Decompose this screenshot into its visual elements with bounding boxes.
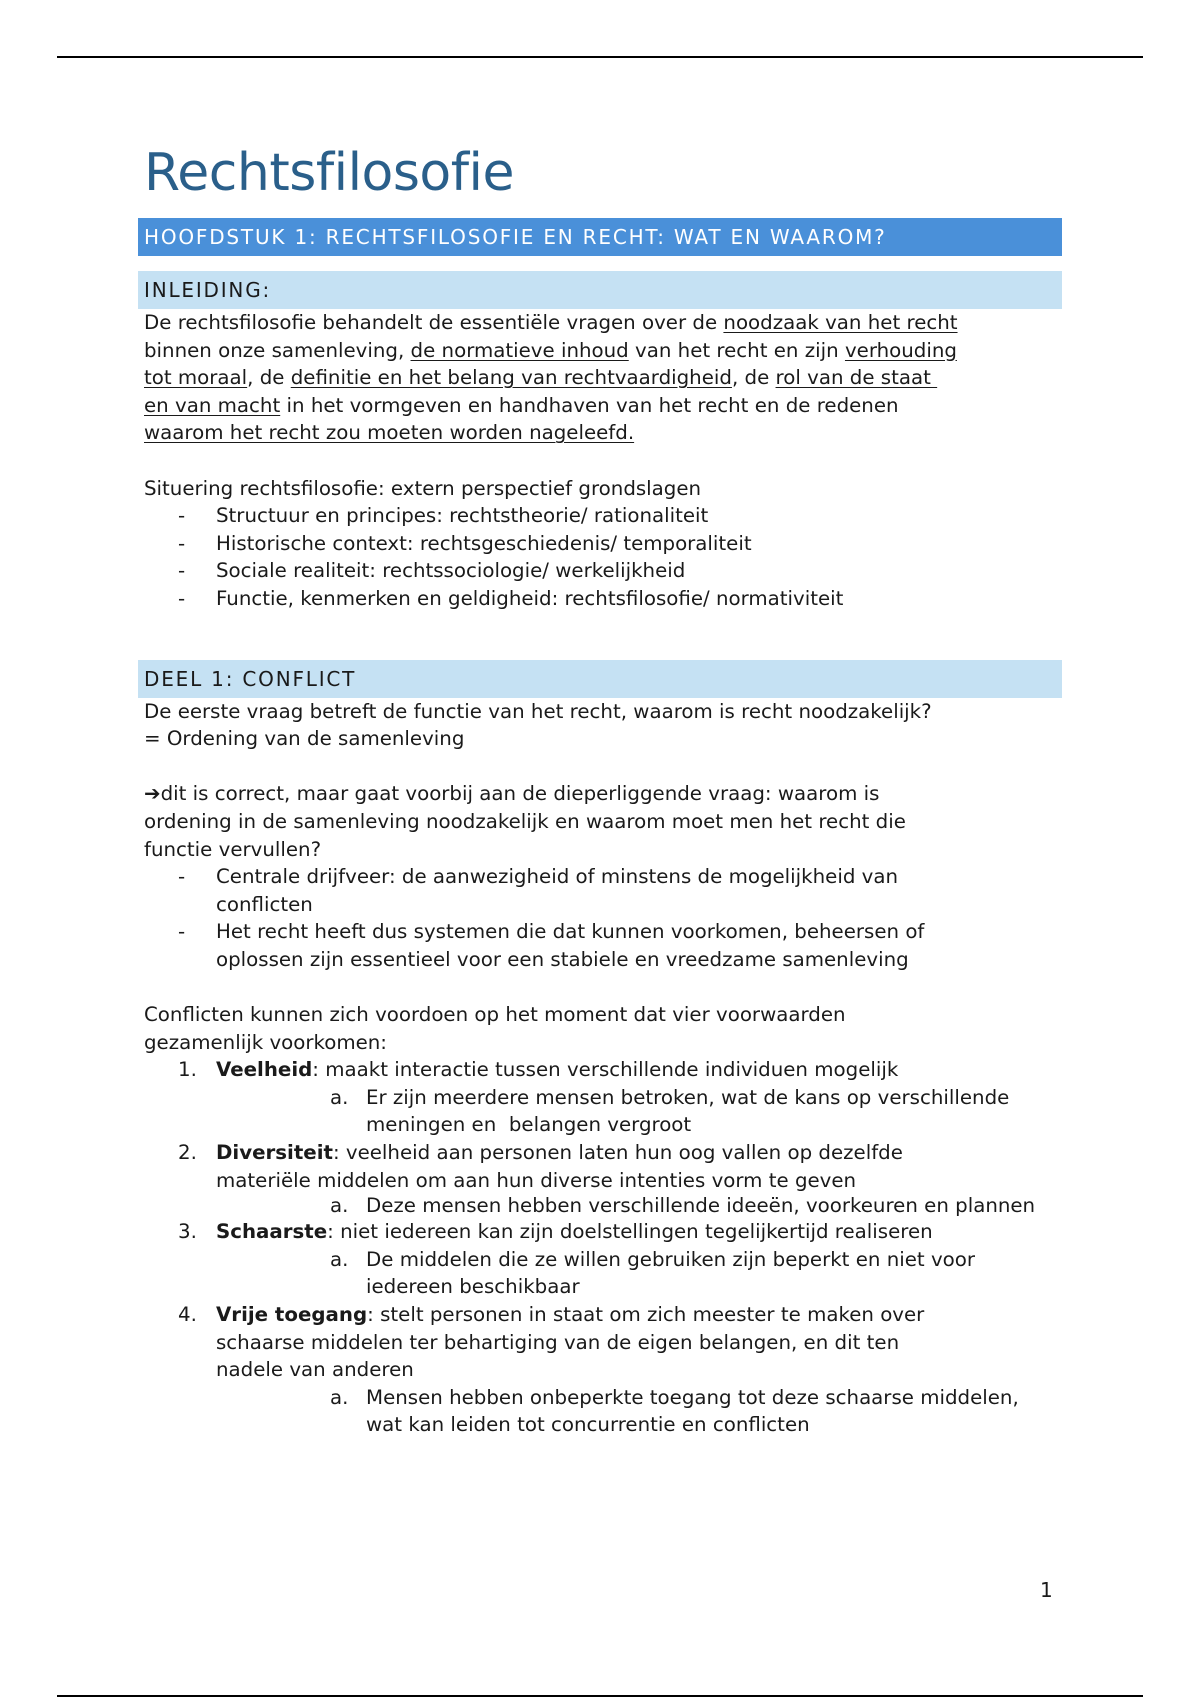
underlined-phrase: waarom het recht zou moeten worden nageleefd.: [144, 421, 635, 445]
deel1-line: De eerste vraag betreft de functie van het recht, waarom is recht noodzakelijk?: [144, 699, 932, 723]
condition-line: nadele van anderen: [216, 1358, 414, 1382]
deel1-line: = Ordening van de samenleving: [144, 727, 465, 751]
text-run: , de: [247, 366, 291, 390]
list-marker: a.: [330, 1085, 349, 1109]
text-run: dit is correct, maar gaat voorbij aan de dieperliggende vraag: waarom is: [160, 782, 880, 806]
document-title: Rechtsfilosofie: [144, 143, 514, 203]
text-run: binnen onze samenleving,: [144, 338, 411, 362]
list-marker: 2.: [178, 1141, 197, 1165]
section-heading-deel-1: DEEL 1: CONFLICT: [138, 660, 1062, 698]
list-item: - Sociale realiteit: rechtssociologie/ werkelijkheid: [138, 557, 1062, 585]
sub-list: [216, 1246, 1062, 1301]
underlined-phrase: definitie en het belang van rechtvaardigheid: [290, 366, 732, 390]
paragraph-gap: [138, 447, 1062, 475]
text-run: De rechtsfilosofie behandelt de essentiële vragen over de: [144, 311, 724, 334]
document-body: [138, 140, 1062, 1439]
underlined-phrase: de normatieve inhoud: [410, 338, 629, 362]
conditions-intro-line: Conflicten kunnen zich voordoen op het moment dat vier voorwaarden: [144, 1003, 846, 1027]
underlined-phrase: rol van de staat: [775, 366, 938, 390]
section-heading-inleiding: INLEIDING:: [138, 271, 1062, 309]
condition-line: schaarse middelen ter behartiging van de eigen belangen, en dit ten: [216, 1330, 900, 1354]
sub-item: [216, 1084, 1062, 1139]
intro-paragraph: [138, 309, 1062, 447]
list-marker: 1.: [178, 1058, 197, 1082]
condition-line: [216, 1301, 1062, 1329]
intro-line: [138, 337, 1062, 365]
intro-line: [138, 364, 1062, 392]
list-item: - Historische context: rechtsgeschiedenis/ temporaliteit: [138, 530, 1062, 558]
condition-term: Veelheid: [216, 1058, 313, 1082]
list-item-line: conflicten: [216, 892, 313, 916]
sub-item: [216, 1194, 1062, 1218]
list-item: [138, 863, 1062, 918]
page-number: 1: [1040, 1578, 1053, 1602]
arrow-line: ordening in de samenleving noodzakelijk en waarom moet men het recht die: [144, 809, 906, 833]
sub-item-line: Deze mensen hebben verschillende ideeën, voorkeuren en plannen: [366, 1194, 1036, 1218]
arrow-line: functie vervullen?: [144, 837, 322, 861]
list-marker: a.: [330, 1194, 349, 1218]
list-item-line: - Het recht heeft dus systemen die dat kunnen voorkomen, beheersen of: [216, 920, 925, 944]
condition-term: Vrije toegang: [216, 1303, 368, 1326]
condition-item-vrije-toegang: [138, 1301, 1062, 1439]
situering-line: Situering rechtsfilosofie: extern perspectief grondslagen: [144, 476, 702, 500]
drijfveer-list: [138, 863, 1062, 973]
sub-item-line: Er zijn meerdere mensen betroken, wat de kans op verschillende: [366, 1085, 1010, 1109]
condition-item-diversiteit: [138, 1139, 1062, 1218]
sub-list: [216, 1384, 1062, 1439]
sub-item: [216, 1246, 1062, 1301]
condition-term: Diversiteit: [216, 1141, 333, 1165]
text-run: , de: [731, 366, 776, 390]
paragraph-gap: [138, 753, 1062, 781]
intro-line: [138, 309, 1062, 337]
list-item-line: - Centrale drijfveer: de aanwezigheid of minstens de mogelijkheid van: [216, 865, 899, 889]
sub-item: [216, 1384, 1062, 1439]
footer-rule: [57, 1695, 1143, 1697]
condition-line: [216, 1056, 1062, 1084]
sub-item-line: wat kan leiden tot concurrentie en conflicten: [366, 1413, 810, 1437]
sub-item-line: De middelen die ze willen gebruiken zijn beperkt en niet voor: [366, 1247, 976, 1271]
text-run: van het recht en zijn: [628, 338, 845, 362]
underlined-phrase: tot moraal: [144, 366, 248, 390]
underlined-phrase: verhouding: [844, 338, 957, 362]
underlined-phrase: noodzaak van het recht: [723, 311, 958, 334]
list-item: - Functie, kenmerken en geldigheid: rechtsfilosofie/ normativiteit: [138, 585, 1062, 613]
list-marker: a.: [330, 1385, 349, 1409]
text-run: : veelheid aan personen laten hun oog vallen op dezelfde: [332, 1141, 903, 1165]
arrow-icon: ➔: [144, 782, 161, 806]
text-run: in het vormgeven en handhaven van het recht en de redenen: [280, 393, 899, 417]
intro-line: [138, 392, 1062, 420]
situering-list: [138, 502, 1062, 612]
arrow-line: [138, 780, 1062, 808]
text-run: : maakt interactie tussen verschillende individuen mogelijk: [312, 1058, 899, 1082]
list-item-line: oplossen zijn essentieel voor een stabiele en vreedzame samenleving: [216, 947, 909, 971]
condition-item-schaarste: [138, 1218, 1062, 1301]
condition-item-veelheid: [138, 1056, 1062, 1139]
chapter-heading: HOOFDSTUK 1: RECHTSFILOSOFIE EN RECHT: WAT EN WAAROM?: [138, 218, 1062, 256]
condition-line: [216, 1218, 1062, 1246]
header-rule: [57, 56, 1143, 58]
sub-list: [216, 1084, 1062, 1139]
list-item: - Structuur en principes: rechtstheorie/ rationaliteit: [138, 502, 1062, 530]
list-marker: a.: [330, 1247, 349, 1271]
text-run: : niet iedereen kan zijn doelstellingen tegelijkertijd realiseren: [327, 1220, 933, 1244]
underlined-phrase: en van macht: [144, 393, 281, 417]
text-run: : stelt personen in staat om zich meester te maken over: [367, 1303, 925, 1326]
sub-list: [216, 1194, 1062, 1218]
list-item: [138, 918, 1062, 973]
list-marker: 3.: [178, 1220, 197, 1244]
sub-item-line: Mensen hebben onbeperkte toegang tot deze schaarse middelen,: [366, 1385, 1019, 1409]
sub-item-line: iedereen beschikbaar: [366, 1275, 580, 1299]
condition-line: [216, 1139, 1062, 1167]
condition-term: Schaarste: [216, 1220, 328, 1244]
list-marker: 4.: [178, 1303, 197, 1326]
sub-item-line: meningen en belangen vergroot: [366, 1113, 692, 1137]
condition-line: materiële middelen om aan hun diverse intenties vorm te geven: [216, 1168, 857, 1192]
intro-line: [138, 419, 1062, 447]
conditions-list: [138, 1056, 1062, 1439]
conditions-intro-line: gezamenlijk voorkomen:: [144, 1030, 387, 1054]
paragraph-gap: [138, 973, 1062, 1001]
